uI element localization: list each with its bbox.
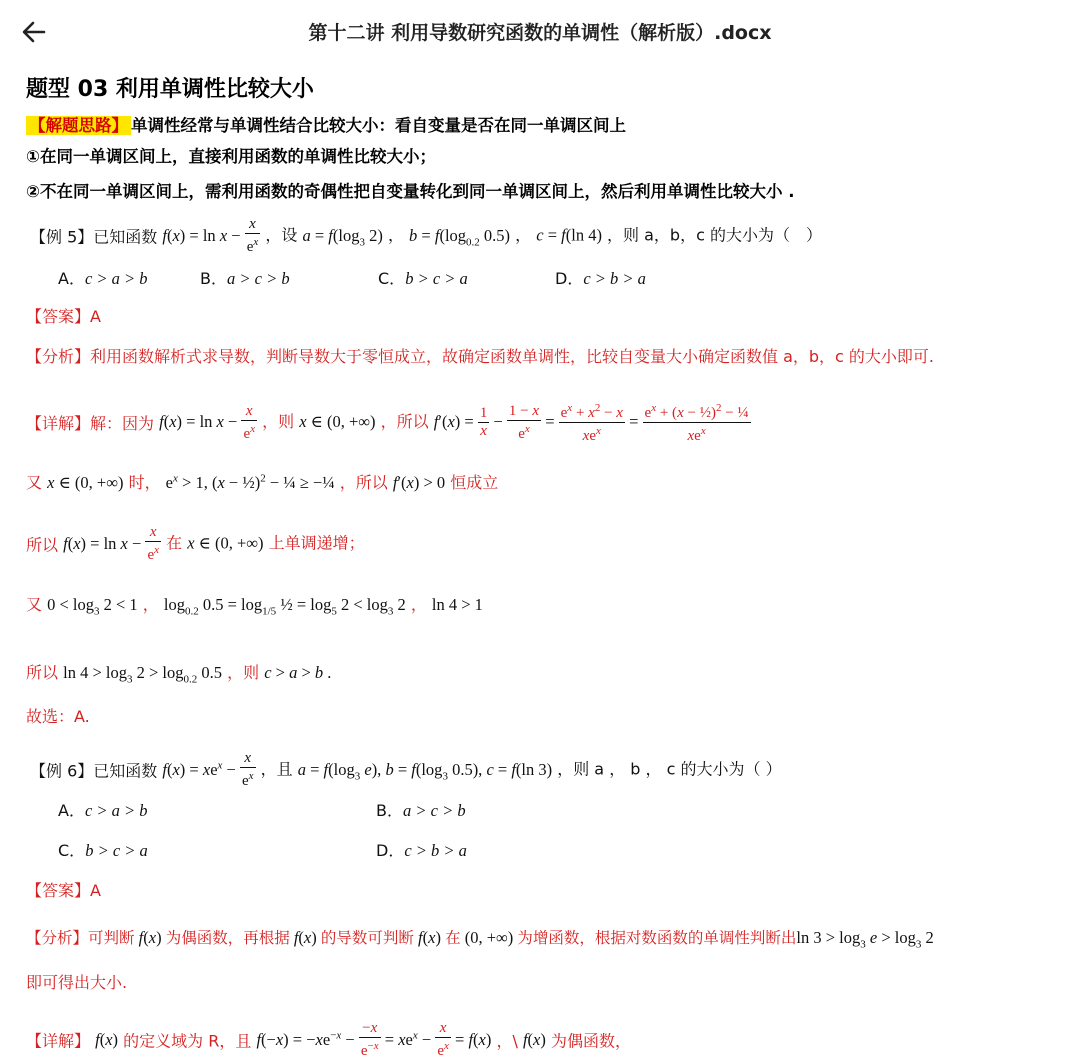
ex5-option-c <box>378 266 468 289</box>
text-sowith: 所以 <box>26 663 59 682</box>
option-label: D． <box>555 269 584 288</box>
ex6-answer: 【答案】A <box>26 881 101 900</box>
text: 的导数可判断 <box>320 929 414 947</box>
text: 在 <box>445 929 461 947</box>
text-comma: ， <box>410 595 427 614</box>
option-value: c > b > a <box>404 841 467 860</box>
formula-derivative: f′(x) = $\frac{1}{x}$ − $\frac{1 - x}{e^x}$ = $\frac{e^x + x^2 - x}{xe^x}$ = $\frac{e^x + (x - \frac{1}{2})^2 - \frac{1}{4}}{xe^x}$ <box>433 402 749 444</box>
text-so: ，所以 <box>339 473 388 492</box>
option-label: C． <box>58 841 86 860</box>
formula-domain: x ∈ (0, +∞) <box>299 412 376 431</box>
ex5-def-c: c = f(ln 4) <box>536 225 602 245</box>
formula-even: $f(-x) = -xe^{-x}$ − $\frac{-x}{e^{-x}}$ = $xe^x$ − $\frac{x}{e^x}$ = f(x) <box>256 1020 492 1059</box>
ex5-detail-1 <box>26 400 751 445</box>
tip-text: 单调性经常与单调性结合比较大小：看自变量是否在同一单调区间上 <box>131 116 626 135</box>
text-on: 在 <box>166 533 183 553</box>
ex5-option-a <box>58 266 148 289</box>
text-incr: 上单调递增； <box>268 533 365 553</box>
formula-positive: f′(x) > 0 <box>392 473 446 492</box>
option-value: c > a > b <box>84 269 148 288</box>
ex6-detail <box>26 1020 631 1060</box>
point-1: ①在同一单调区间上，直接利用函数的单调性比较大小； <box>26 147 436 166</box>
formula-interval: (0, +∞) <box>460 928 518 947</box>
ex5-prefix: 【例 5】已知函数 <box>30 227 158 247</box>
text: 为偶函数，再根据 <box>165 929 290 947</box>
option-label: B． <box>376 801 403 820</box>
tip-line <box>26 112 626 136</box>
ex6-option-c <box>58 838 148 861</box>
text-then: ，则 <box>227 663 260 682</box>
option-label: C． <box>378 269 406 288</box>
detail-prefix: 【详解】解：因为 <box>26 414 155 433</box>
formula-domain: x ∈ (0, +∞) <box>187 533 264 553</box>
text: 的定义域为 R，且 <box>123 1031 252 1051</box>
text-always: 恒成立 <box>450 473 499 492</box>
ex6-question <box>30 750 782 790</box>
ex5-detail-5 <box>26 660 331 685</box>
formula-fx: f(x) <box>418 928 446 947</box>
text: ，\ <box>496 1031 518 1051</box>
formula-f: f(x) = ln x − $\frac{x}{e^x}$ <box>159 402 255 442</box>
ex6-ask: ，则 a ， b ， c 的大小为（ ） <box>557 759 782 779</box>
ex6-and: ，且 <box>260 759 293 779</box>
formula-log-conversion: $\log_{0.2} 0.5 = \log_{1/5}$ ½ = $\log_5 2 < \log_3 2$ <box>163 595 406 618</box>
option-value: c > b > a <box>583 269 646 288</box>
formula-compare: $\ln 3 > \log_3 e > \log_3 2$ <box>796 928 934 951</box>
top-bar <box>0 0 1080 62</box>
formula-result: c > a > b . <box>264 663 332 682</box>
text: 【分析】可判断 <box>26 929 135 947</box>
text: 为偶函数， <box>550 1031 631 1051</box>
ex6-option-a <box>58 798 148 821</box>
ex5-detail-4 <box>26 592 483 617</box>
formula-domain: x ∈ (0, +∞) <box>47 473 124 492</box>
formula-ln4: ln 4 > 1 <box>431 595 483 614</box>
formula-inequality: $e^x > 1$, (x − ½)$^2$ − ¼ ≥ −¼ <box>165 472 335 492</box>
ex6-option-d <box>376 838 467 861</box>
formula-fx: f(x) <box>138 928 166 947</box>
formula-f: f(x) = ln x − $\frac{x}{e^x}$ <box>63 524 159 563</box>
option-value: c > a > b <box>84 801 148 820</box>
point-2: ②不在同一单调区间上，需利用函数的奇偶性把自变量转化到同一单调区间上，然后利用单调性比较大小 . <box>26 182 795 201</box>
section-heading: 题型 03 利用单调性比较大小 <box>26 77 314 102</box>
ex6-analysis-end: 即可得出大小. <box>26 973 128 992</box>
tip-tag: 【解题思路】 <box>26 116 131 135</box>
option-value: b > c > a <box>405 269 468 288</box>
option-value: a > c > b <box>226 269 290 288</box>
option-label: B． <box>200 269 227 288</box>
text-again: 又 <box>26 473 43 492</box>
formula-fx: f(x) <box>293 928 321 947</box>
ex5-option-b <box>200 266 290 289</box>
formula-fx: f(x) <box>522 1030 546 1049</box>
ex5-detail-2 <box>26 470 498 493</box>
text: 【详解】 <box>26 1031 91 1051</box>
option-label: D． <box>376 841 405 860</box>
text-sowith: 所以 <box>26 535 59 555</box>
ex5-choose: 故选：A. <box>26 707 90 726</box>
ex6-defs: $a = f(\log_3$ e), $b = f(\log_3$ 0.5), c = f(ln 3) <box>297 759 553 782</box>
formula-log-range: $0 < \log_3 2 < 1$ <box>47 595 138 618</box>
ex6-function-formula: $f(x) = xe^x$ − $\frac{x}{e^x}$ <box>162 750 254 789</box>
option-value: b > c > a <box>85 841 148 860</box>
text-then: ，则 <box>262 412 295 431</box>
ex6-analysis <box>26 926 934 950</box>
ex5-answer: 【答案】A <box>26 307 101 326</box>
option-label: A． <box>58 801 85 820</box>
formula-fx: f(x) <box>95 1030 119 1049</box>
ex5-ask: ，则 a，b，c 的大小为（ ） <box>607 225 822 245</box>
ex5-option-d <box>555 266 646 289</box>
text-comma: ， <box>142 595 159 614</box>
ex5-def-a: $a = f(\log_3$ 2) <box>302 225 383 248</box>
text-when: 时， <box>128 473 161 492</box>
formula-order: $\ln 4 > \log_3 2 > \log_{0.2} 0.5$ <box>63 663 222 686</box>
text-so: ，所以 <box>380 412 429 431</box>
ex6-prefix: 【例 6】已知函数 <box>30 761 158 781</box>
ex5-question <box>30 216 822 256</box>
option-value: a > c > b <box>402 801 466 820</box>
text-again: 又 <box>26 595 43 614</box>
ex5-set-text: ，设 <box>265 225 298 245</box>
ex5-analysis: 【分析】利用函数解析式求导数，判断导数大于零恒成立，故确定函数单调性，比较自变量大小确定函数值 a，b，c 的大小即可. <box>26 347 935 366</box>
text: 为增函数，根据对数函数的单调性判断出 <box>517 929 797 947</box>
ex5-def-b: $b = f(\log_{0.2}$ 0.5) <box>409 225 511 248</box>
ex5-detail-3 <box>26 524 365 564</box>
document-title: 第十二讲 利用导数研究函数的单调性（解析版）.docx <box>308 22 772 44</box>
ex5-function-formula: f(x) = ln x − $\frac{x}{e^x}$ <box>162 216 259 255</box>
sep: ， <box>387 225 404 245</box>
ex6-option-b <box>376 798 466 821</box>
option-label: A． <box>58 269 85 288</box>
sep: ， <box>515 225 532 245</box>
